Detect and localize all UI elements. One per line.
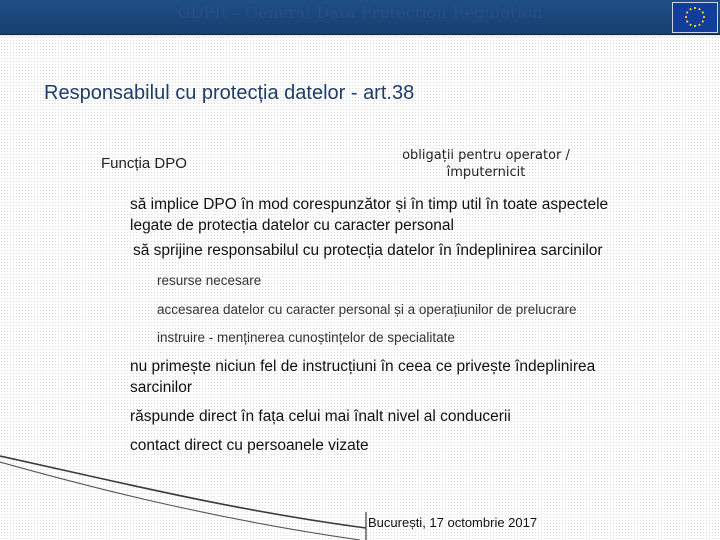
dpo-function-label: Funcția DPO: [101, 155, 187, 172]
obligations-heading-line2: împuternicit: [446, 165, 526, 180]
page-title: Responsabilul cu protecția datelor - art.38: [44, 82, 415, 104]
obligation-item-1-line2: legate de protecția datelor cu caracter personal: [130, 217, 454, 234]
obligations-heading-line1: obligații pentru operator /: [402, 148, 570, 163]
eu-flag-icon: [672, 2, 718, 33]
obligation-item-1: [130, 194, 608, 236]
obligation-item-2: să sprijine responsabilul cu protecția datelor în îndeplinirea sarcinilor: [133, 242, 603, 259]
eu-flag-graphic: [673, 3, 717, 32]
ink-curve-lower: [0, 462, 360, 540]
obligations-heading: [360, 147, 612, 181]
sub-item-training: instruire - menținerea cunoștințelor de specialitate: [157, 330, 455, 345]
obligation-item-4: răspunde direct în fața celui mai înalt nivel al conducerii: [130, 408, 511, 425]
obligation-item-3: [130, 356, 595, 398]
obligation-item-3-line2: sarcinilor: [130, 379, 193, 396]
sub-item-resources: resurse necesare: [157, 273, 262, 288]
obligation-item-5: contact direct cu persoanele vizate: [130, 437, 369, 454]
obligation-item-3-line1: nu primește niciun fel de instrucțiuni în ceea ce privește îndeplinirea: [130, 358, 596, 375]
obligation-item-1-line1: să implice DPO în mod corespunzător și în timp util în toate aspectele: [130, 196, 609, 213]
header-shadow: [0, 34, 720, 38]
header-title: GDPR – General Data Protection Regulation: [177, 3, 543, 22]
sub-item-data-access: accesarea datelor cu caracter personal și a operațiunilor de prelucrare: [157, 302, 577, 317]
footer-date: București, 17 octombrie 2017: [368, 515, 538, 530]
ink-curve-upper: [0, 456, 366, 528]
